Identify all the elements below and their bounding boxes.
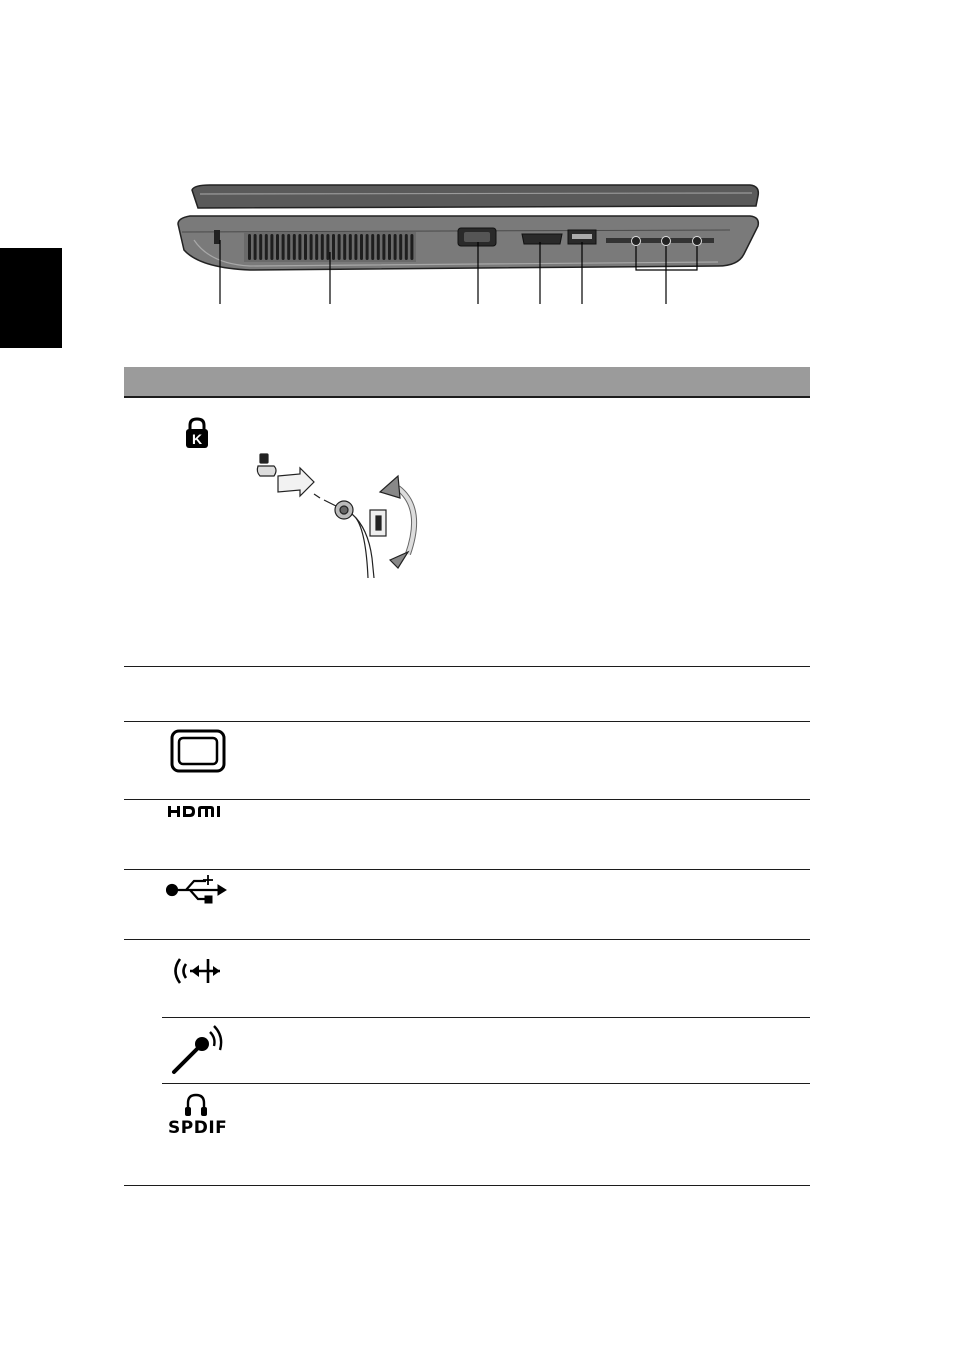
vent-slot: [332, 234, 335, 260]
vent-slot: [354, 234, 357, 260]
vent-slot: [360, 234, 363, 260]
row-divider: [124, 939, 810, 940]
vent-slot: [248, 234, 251, 260]
vent-slot: [282, 234, 285, 260]
chapter-side-tab: [0, 248, 62, 348]
vent-slot: [298, 234, 301, 260]
row-divider: [162, 1083, 810, 1084]
lock-installation-illustration: [248, 448, 438, 578]
vent-slot: [371, 234, 374, 260]
headphones-icon: [168, 1092, 228, 1118]
vent-slot: [394, 234, 397, 260]
row-divider: [124, 721, 810, 722]
row-divider: [124, 799, 810, 800]
vent-slot: [265, 234, 268, 260]
vent-slot: [388, 234, 391, 260]
vent-slot: [287, 234, 290, 260]
vent-slot: [382, 234, 385, 260]
usb-icon: [166, 874, 228, 906]
headphones-spdif-icon: [168, 1092, 228, 1142]
svg-text:K: K: [191, 431, 203, 447]
vent-slot: [405, 234, 408, 260]
laptop-side-view-figure: [170, 180, 770, 310]
vent-slot: [343, 234, 346, 260]
vent-slot: [293, 234, 296, 260]
vent-slot: [410, 234, 413, 260]
external-display-icon: [170, 729, 226, 773]
hdmi-icon: [168, 806, 226, 818]
kensington-lock-icon: [184, 417, 210, 449]
vent-slot: [321, 234, 324, 260]
microphone-icon: [170, 1024, 224, 1076]
table-header-bar: [124, 367, 810, 398]
spdif-label: SPDIF: [168, 1118, 228, 1138]
vent-slot: [254, 234, 257, 260]
vent-slot: [338, 234, 341, 260]
vent-slot: [399, 234, 402, 260]
vent-slot: [259, 234, 262, 260]
vent-slot: [315, 234, 318, 260]
vent-slot: [326, 234, 329, 260]
row-divider: [162, 1017, 810, 1018]
vent-slot: [270, 234, 273, 260]
row-divider: [124, 1185, 810, 1186]
row-divider: [124, 666, 810, 667]
vent-slot: [310, 234, 313, 260]
vent-slot: [349, 234, 352, 260]
vent-slot: [276, 234, 279, 260]
row-divider: [124, 869, 810, 870]
vent-slot: [366, 234, 369, 260]
audio-line-in-icon: [170, 954, 224, 988]
vent-slot: [304, 234, 307, 260]
vent-slot: [377, 234, 380, 260]
